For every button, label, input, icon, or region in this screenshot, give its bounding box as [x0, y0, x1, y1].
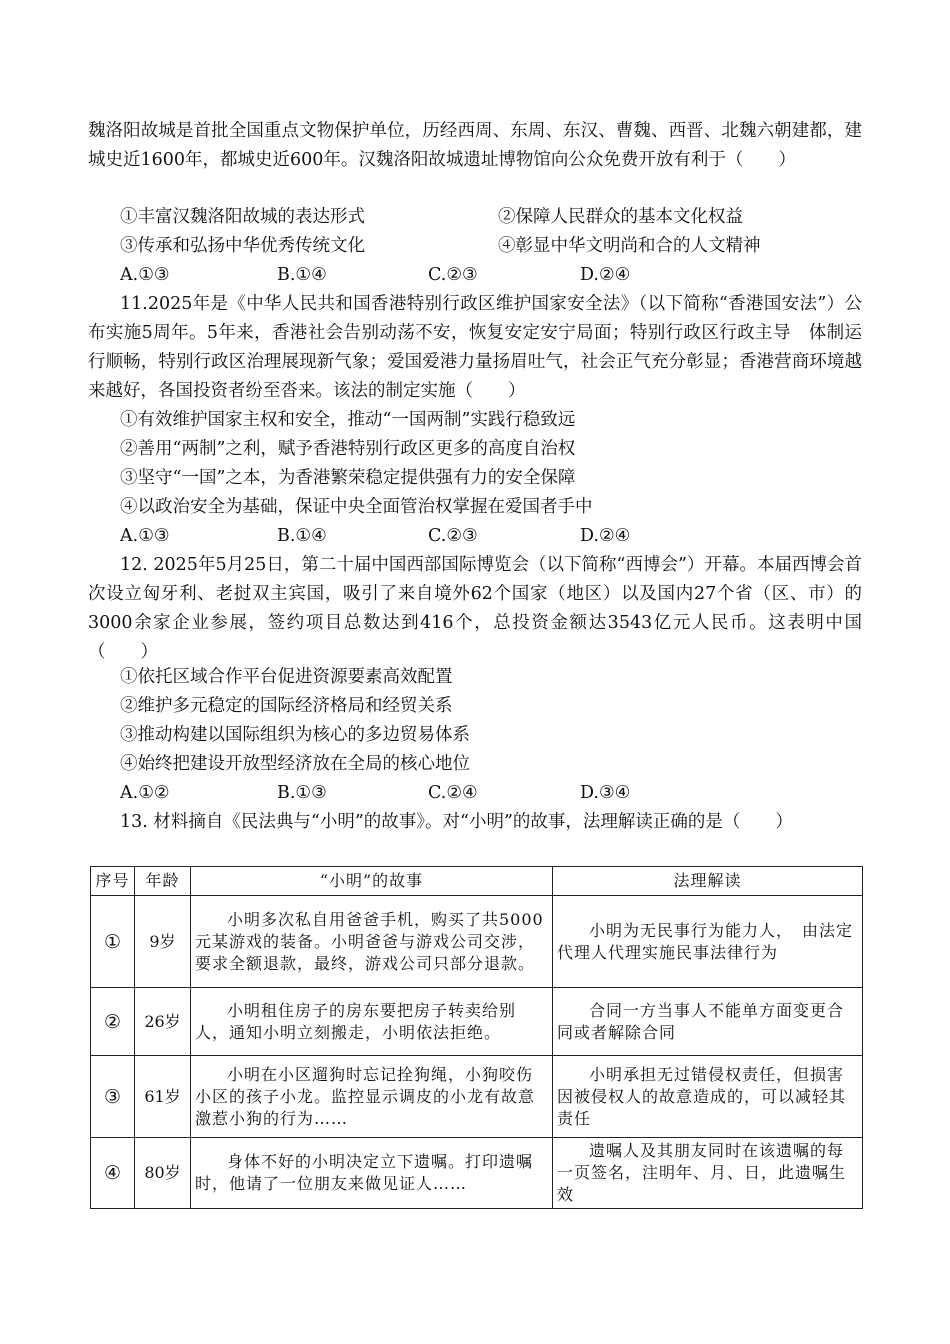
row-interpretation: 小明为无民事行为能力人， 由法定代理人代理实施民事法律行为	[553, 896, 863, 988]
table-header-row	[91, 867, 863, 896]
q12-option-2: ②维护多元稳定的国际经济格局和经贸关系	[120, 696, 453, 716]
header-age: 年龄	[135, 867, 191, 896]
q10-answer-c: C.②③	[428, 265, 478, 285]
q12-stem: 12. 2025年5月25日，第二十届中国西部国际博览会（以下简称“西博会”）开幕。本届西博会首次设立匈牙利、老挝双主宾国，吸引了来自境外62个国家（地区）以及国内27个省（区、市）的3000余家企业参展，签约项目总数达到416个，总投资金额达3543亿元人民币。这表明中国（ ）	[88, 555, 862, 662]
q12-option-4: ④始终把建设开放型经济放在全局的核心地位	[120, 754, 470, 774]
row-index: ④	[91, 1138, 135, 1209]
q12-answer-d: D.③④	[580, 783, 631, 803]
row-age: 61岁	[135, 1056, 191, 1138]
table-row	[91, 896, 863, 988]
row-interpretation: 小明承担无过错侵权责任，但损害因被侵权人的故意造成的，可以减轻其责任	[553, 1056, 863, 1138]
q10-option-3: ③传承和弘扬中华优秀传统文化	[120, 236, 365, 256]
q11-option-4: ④以政治安全为基础，保证中央全面管治权掌握在爱国者手中	[120, 497, 593, 517]
header-index: 序号	[91, 867, 135, 896]
q12-option-3: ③推动构建以国际组织为核心的多边贸易体系	[120, 725, 470, 745]
q10-answer-b: B.①④	[277, 265, 327, 285]
q10-answer-d: D.②④	[580, 265, 631, 285]
row-index: ①	[91, 896, 135, 988]
law-story-table	[90, 866, 863, 1209]
q10-option-1: ①丰富汉魏洛阳故城的表达形式	[120, 207, 365, 227]
q10-stem: 魏洛阳故城是首批全国重点文物保护单位，历经西周、东周、东汉、曹魏、西晋、北魏六朝建都，建城史近1600年，都城史近600年。汉魏洛阳故城遗址博物馆向公众免费开放有利于（ ）	[88, 121, 862, 170]
q12-option-1: ①依托区域合作平台促进资源要素高效配置	[120, 667, 453, 687]
q11-answer-b: B.①④	[277, 526, 327, 546]
header-interpretation: 法理解读	[553, 867, 863, 896]
header-story: “小明”的故事	[191, 867, 553, 896]
q12-answer-b: B.①③	[277, 783, 327, 803]
row-interpretation: 合同一方当事人不能单方面变更合同或者解除合同	[553, 988, 863, 1056]
row-index: ②	[91, 988, 135, 1056]
q13-stem: 13. 材料摘自《民法典与“小明”的故事》。对“小明”的故事，法理解读正确的是（ ）	[120, 812, 793, 832]
q12-answer-c: C.②④	[428, 783, 478, 803]
q10-answer-a: A.①③	[120, 265, 170, 285]
row-interpretation: 遗嘱人及其朋友同时在该遗嘱的每一页签名，注明年、月、日，此遗嘱生效	[553, 1138, 863, 1209]
row-story: 小明多次私自用爸爸手机，购买了共5000元某游戏的装备。小明爸爸与游戏公司交涉，要求全额退款，最终，游戏公司只部分退款。	[191, 896, 553, 988]
table-row	[91, 1056, 863, 1138]
q11-option-1: ①有效维护国家主权和安全，推动“一国两制”实践行稳致远	[120, 410, 576, 430]
row-age: 26岁	[135, 988, 191, 1056]
row-story: 小明租住房子的房东要把房子转卖给别人，通知小明立刻搬走，小明依法拒绝。	[191, 988, 553, 1056]
q11-answer-d: D.②④	[580, 526, 631, 546]
q11-stem: 11.2025年是《中华人民共和国香港特别行政区维护国家安全法》（以下简称“香港国安法”）公布实施5周年。5年来，香港社会告别动荡不安，恢复安定安宁局面；特别行政区行政主导 体制运行顺畅，特别行政区治理展现新气象；爱国爱港力量扬眉吐气，社会正气充分彰显；香港营商环境越来越好，各国投资者纷至沓来。该法的制定实施（ ）	[88, 294, 862, 401]
row-age: 80岁	[135, 1138, 191, 1209]
q11-answer-c: C.②③	[428, 526, 478, 546]
q11-option-2: ②善用“两制”之利，赋予香港特别行政区更多的高度自治权	[120, 439, 576, 459]
q11-answer-a: A.①③	[120, 526, 170, 546]
table-row	[91, 988, 863, 1056]
row-index: ③	[91, 1056, 135, 1138]
row-story: 小明在小区遛狗时忘记拴狗绳，小狗咬伤小区的孩子小龙。监控显示调皮的小龙有故意激惹小狗的行为……	[191, 1056, 553, 1138]
q10-option-2: ②保障人民群众的基本文化权益	[498, 207, 743, 227]
row-age: 9岁	[135, 896, 191, 988]
q12-answer-a: A.①②	[120, 783, 170, 803]
q10-option-4: ④彰显中华文明尚和合的人文精神	[498, 236, 761, 256]
row-story: 身体不好的小明决定立下遗嘱。打印遗嘱时，他请了一位朋友来做见证人……	[191, 1138, 553, 1209]
table-row	[91, 1138, 863, 1209]
q11-option-3: ③坚守“一国”之本，为香港繁荣稳定提供强有力的安全保障	[120, 468, 576, 488]
